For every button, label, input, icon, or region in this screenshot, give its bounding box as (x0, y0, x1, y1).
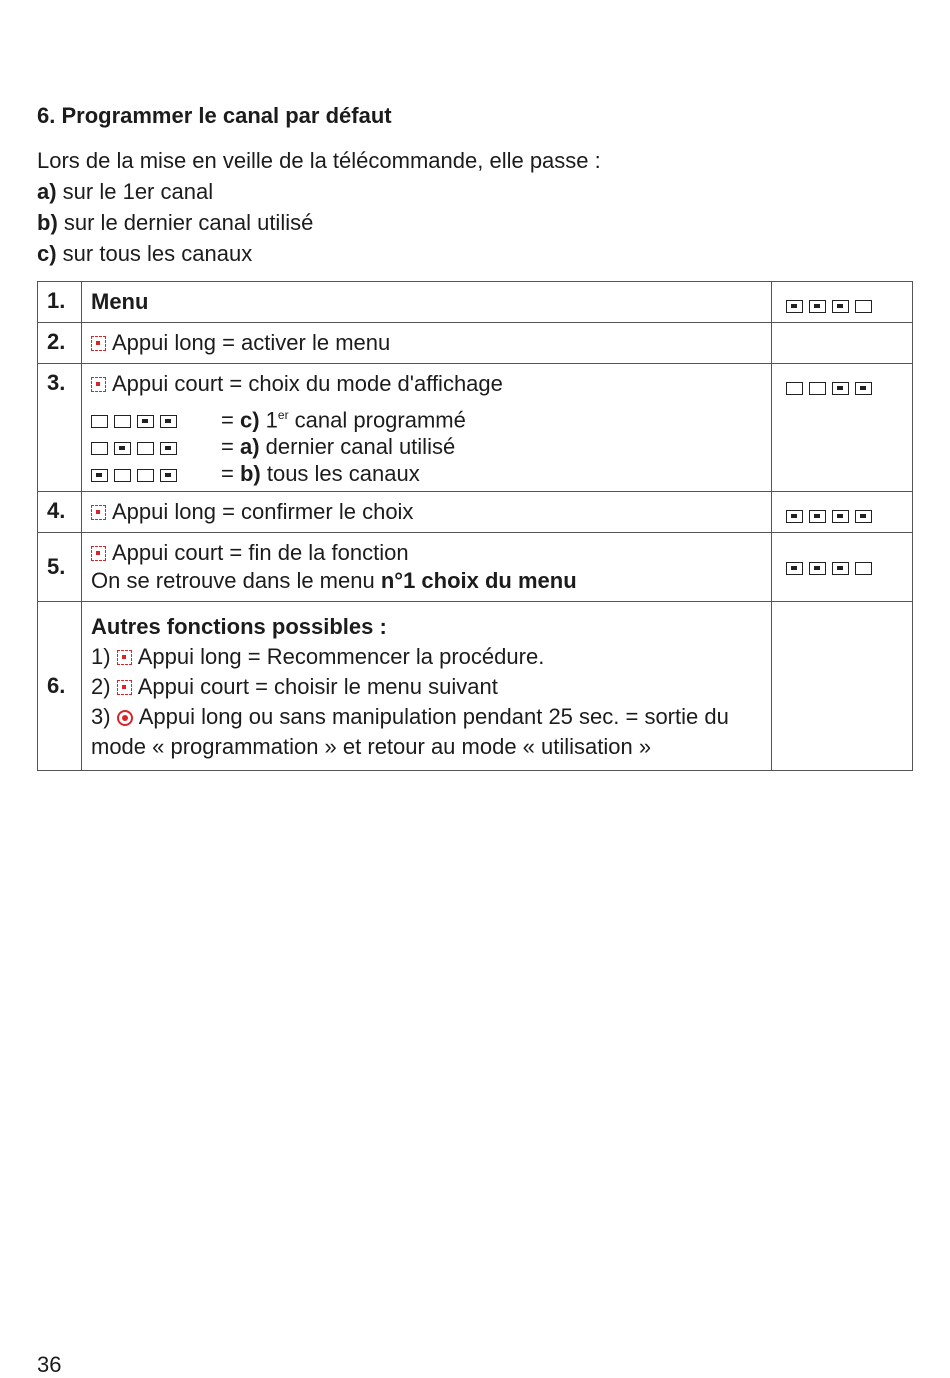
button-icon (91, 505, 106, 520)
step-text: Appui court = fin de la fonction (112, 540, 409, 566)
list-item: 1) Appui long = Recommencer la procédure. (91, 644, 545, 670)
led-on-icon (137, 415, 154, 428)
step-number: 5. (38, 533, 82, 602)
led-on-icon (786, 300, 803, 313)
led-on-icon (809, 562, 826, 575)
table-row (38, 492, 913, 533)
option-line: = a) dernier canal utilisé (91, 433, 763, 460)
button-icon (91, 336, 106, 351)
led-on-icon (809, 510, 826, 523)
step-number: 2. (38, 323, 82, 364)
led-off-icon (137, 469, 154, 482)
led-on-icon (855, 510, 872, 523)
table-row (38, 323, 913, 364)
led-off-icon (809, 382, 826, 395)
intro-item-b: b) sur le dernier canal utilisé (37, 210, 314, 235)
intro-lead: Lors de la mise en veille de la télécommande, elle passe : (37, 148, 601, 173)
record-button-icon (117, 710, 133, 726)
led-on-icon (832, 300, 849, 313)
table-row (38, 602, 913, 771)
intro-item-c: c) sur tous les canaux (37, 241, 253, 266)
option-line: = b) tous les canaux (91, 460, 763, 487)
led-off-icon (855, 562, 872, 575)
led-off-icon (114, 415, 131, 428)
button-icon (117, 680, 132, 695)
led-on-icon (855, 382, 872, 395)
step-text: Appui court = choix du mode d'affichage (112, 371, 503, 396)
table-row (38, 282, 913, 323)
led-indicator (772, 364, 913, 492)
led-on-icon (114, 442, 131, 455)
button-icon (91, 377, 106, 392)
intro-item-a: a) sur le 1er canal (37, 179, 214, 204)
step-text: Appui long = activer le menu (112, 330, 391, 355)
led-indicator-empty (772, 602, 913, 771)
led-indicator (772, 492, 913, 533)
button-icon (117, 650, 132, 665)
led-on-icon (809, 300, 826, 313)
step-number: 4. (38, 492, 82, 533)
led-pattern (91, 406, 221, 433)
option-line: = c) 1er canal programmé (91, 402, 763, 433)
led-on-icon (786, 562, 803, 575)
step-number: 3. (38, 364, 82, 492)
list-item: 3) Appui long ou sans manipulation pendant 25 sec. = sortie du mode « programmation » et retour au mode « utilisation » (91, 704, 729, 760)
step-text: Menu (91, 289, 149, 314)
led-indicator-empty (772, 323, 913, 364)
other-functions-heading: Autres fonctions possibles : (91, 614, 387, 640)
step-text: Appui long = confirmer le choix (112, 499, 414, 525)
led-pattern (91, 460, 221, 487)
step-number: 6. (38, 602, 82, 771)
led-on-icon (832, 562, 849, 575)
button-icon (91, 546, 106, 561)
led-on-icon (160, 415, 177, 428)
led-indicator (772, 282, 913, 323)
procedure-table (37, 281, 913, 771)
led-on-icon (832, 510, 849, 523)
led-off-icon (786, 382, 803, 395)
page-number: 36 (37, 1352, 62, 1377)
led-off-icon (91, 415, 108, 428)
led-pattern (91, 433, 221, 460)
led-off-icon (855, 300, 872, 313)
led-on-icon (786, 510, 803, 523)
led-off-icon (137, 442, 154, 455)
led-off-icon (91, 442, 108, 455)
led-on-icon (160, 469, 177, 482)
section-title: 6. Programmer le canal par défaut (37, 103, 392, 128)
table-row: 5. Appui court = fin de la fonction On se retrouve dans le menu n°1 choix du menu (38, 533, 913, 602)
intro-block (37, 145, 601, 269)
table-row (38, 364, 913, 492)
led-indicator (772, 533, 913, 602)
led-on-icon (160, 442, 177, 455)
led-off-icon (114, 469, 131, 482)
led-on-icon (91, 469, 108, 482)
step-number: 1. (38, 282, 82, 323)
led-on-icon (832, 382, 849, 395)
list-item: 2) Appui court = choisir le menu suivant (91, 674, 498, 700)
